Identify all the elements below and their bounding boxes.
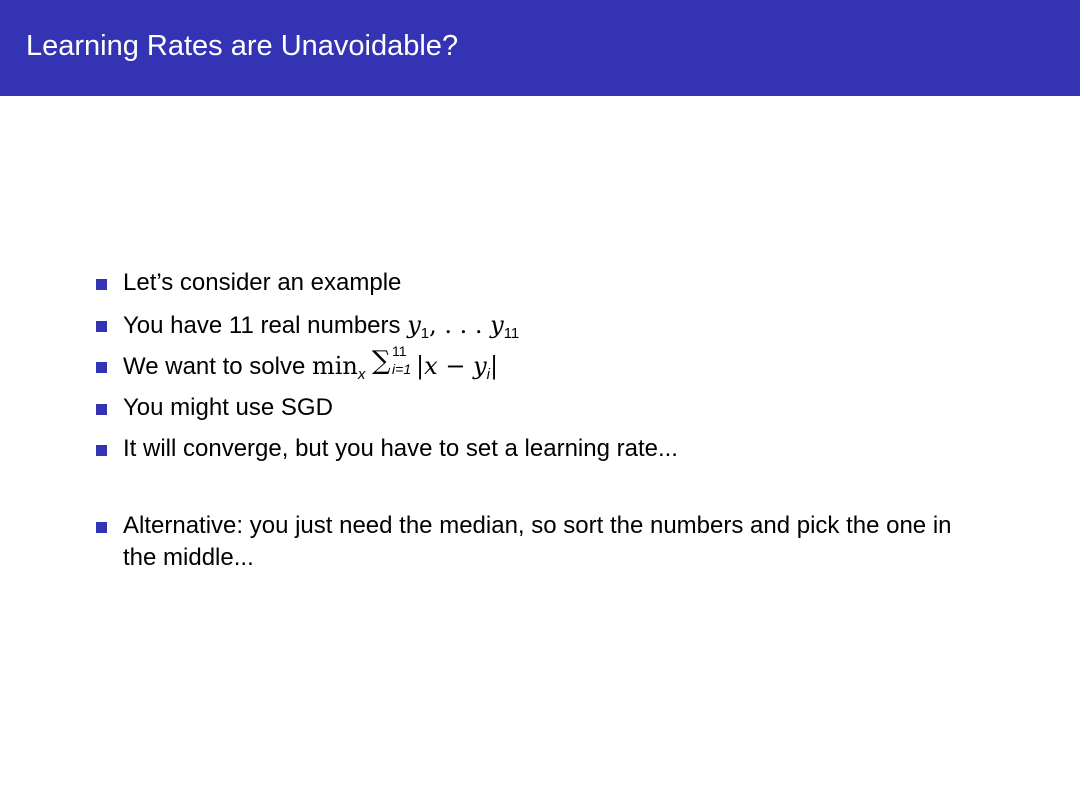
bullet-text: You might use SGD bbox=[123, 394, 333, 421]
math-minus: − bbox=[437, 352, 474, 380]
summation-icon: ∑ bbox=[372, 346, 391, 376]
title-bar bbox=[0, 0, 1080, 96]
bullet-text: It will converge, but you have to set a learning rate... bbox=[123, 435, 678, 462]
bullet-text bbox=[123, 343, 983, 383]
math-summation bbox=[372, 343, 416, 377]
sum-upper-limit: 11 bbox=[392, 343, 407, 359]
bullet-text-prefix: You have 11 real numbers bbox=[123, 312, 408, 339]
math-min-operator: min bbox=[311, 352, 358, 380]
math-variable-y: y bbox=[473, 352, 487, 380]
math-abs-open: | bbox=[416, 352, 425, 380]
math-subscript: i bbox=[486, 366, 490, 383]
bullet-marker-icon bbox=[96, 445, 107, 456]
bullet-marker-icon bbox=[96, 404, 107, 415]
bullet-text-prefix: We want to solve bbox=[123, 353, 312, 380]
bullet-marker-icon bbox=[96, 321, 107, 332]
math-abs-close: | bbox=[489, 352, 499, 380]
math-subscript: 1 bbox=[420, 325, 430, 342]
bullet-text: Let’s consider an example bbox=[123, 269, 402, 296]
bullet-marker-icon bbox=[96, 362, 107, 373]
math-variable-x: x bbox=[424, 352, 438, 380]
math-variable-y: y bbox=[407, 311, 421, 339]
math-subscript: x bbox=[357, 366, 366, 383]
bullet-marker-icon bbox=[96, 522, 107, 533]
math-ellipsis: , . . . bbox=[429, 311, 491, 339]
bullet-text: Alternative: you just need the median, so sort the numbers and pick the one in the middle... bbox=[123, 512, 952, 571]
sum-lower-limit: i=1 bbox=[392, 361, 412, 377]
bullet-text bbox=[123, 309, 983, 342]
slide-title: Learning Rates are Unavoidable? bbox=[26, 30, 459, 62]
math-subscript: 11 bbox=[503, 325, 520, 342]
math-variable-y: y bbox=[490, 311, 504, 339]
bullet-marker-icon bbox=[96, 279, 107, 290]
